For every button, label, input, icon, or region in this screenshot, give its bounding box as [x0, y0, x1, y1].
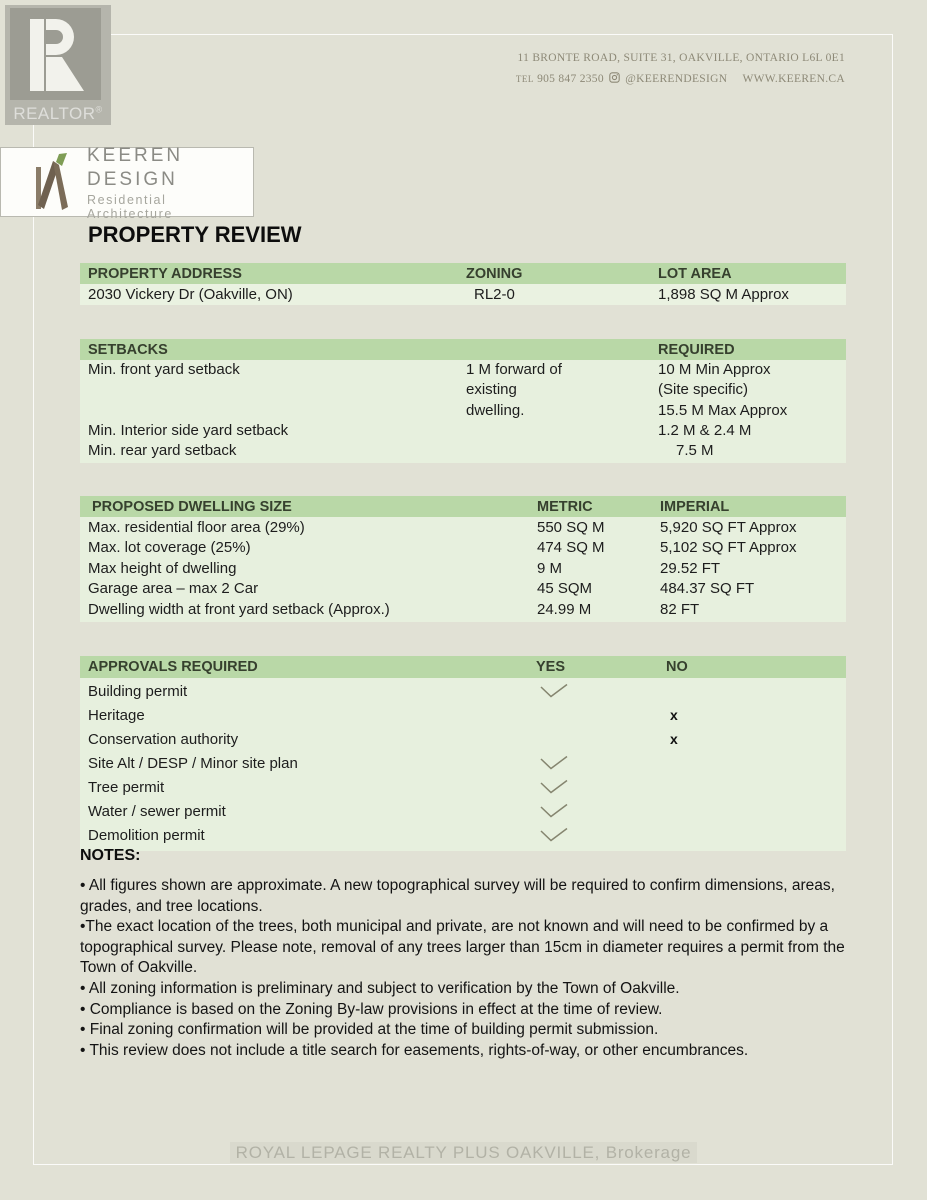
cell-approval-label: Water / sewer permit — [88, 802, 226, 820]
check-mark-icon — [538, 683, 570, 699]
cell-zoning: RL2-0 — [474, 286, 515, 303]
footer — [0, 1142, 927, 1163]
instagram-icon — [609, 72, 620, 83]
table-row — [80, 558, 846, 579]
table-row — [80, 679, 846, 703]
table-row — [80, 441, 846, 461]
setbacks-table-header — [80, 339, 846, 360]
check-mark-icon — [538, 827, 570, 843]
table-row — [80, 538, 846, 559]
table-row — [80, 703, 846, 727]
registered-mark: ® — [95, 104, 103, 115]
cell-dwelling-label: Garage area – max 2 Car — [88, 580, 259, 598]
check-mark-icon — [538, 803, 570, 819]
cell-imperial-value: 82 FT — [660, 600, 700, 618]
cell-setback-label: Min. rear yard setback — [88, 442, 237, 460]
cell-dwelling-label: Max. lot coverage (25%) — [88, 539, 251, 557]
table-row — [80, 775, 846, 799]
cell-approval-label: Building permit — [88, 682, 188, 700]
column-header: YES — [536, 659, 566, 675]
column-header: SETBACKS — [88, 341, 168, 358]
note-bullet: • Final zoning confirmation will be provided at the time of building permit submission. — [80, 1021, 659, 1039]
column-header: METRIC — [537, 498, 593, 515]
keeren-tagline: Residential Architecture — [87, 192, 173, 221]
column-header: NO — [666, 659, 688, 675]
approvals-table — [80, 656, 846, 851]
cell-setback-label: Min. Interior side yard setback — [88, 421, 289, 439]
check-mark-icon — [538, 755, 570, 771]
table-row — [80, 599, 846, 620]
contact-address: 11 BRONTE ROAD, SUITE 31, OAKVILLE, ONTARIO L6L 0E1 — [517, 52, 845, 64]
table-row — [80, 751, 846, 775]
note-bullet: • This review does not include a title search for easements, rights-of-way, or other encumbrances. — [80, 1041, 749, 1059]
cell-metric-value: 45 SQM — [537, 580, 593, 598]
realtor-r-block — [10, 8, 101, 100]
letterhead-contact — [516, 48, 845, 90]
tel-number: 905 847 2350 — [537, 73, 604, 85]
column-header: ZONING — [466, 265, 523, 282]
column-header: APPROVALS REQUIRED — [88, 659, 258, 675]
cell-metric-value: 9 M — [537, 559, 563, 577]
page-title: PROPERTY REVIEW — [88, 222, 302, 247]
property-table-body — [80, 284, 846, 305]
cell-imperial-value: 29.52 FT — [660, 559, 721, 577]
cell-approval-label: Conservation authority — [88, 730, 239, 748]
cell-yes-mark — [536, 803, 666, 819]
realtor-r-icon — [22, 17, 88, 93]
note-bullet: • All figures shown are approximate. A new topographical survey will be required to confirm dimensions, areas, grades, and tree locations. — [80, 877, 835, 915]
cell-imperial-value: 5,102 SQ FT Approx — [660, 539, 797, 557]
cell-setback-required: 7.5 M — [676, 442, 714, 460]
table-row — [80, 727, 846, 751]
cell-approval-label: Site Alt / DESP / Minor site plan — [88, 754, 298, 772]
brokerage-name: ROYAL LEPAGE REALTY PLUS OAKVILLE, Brokerage — [230, 1142, 698, 1163]
cell-dwelling-label: Max. residential floor area (29%) — [88, 518, 305, 536]
cell-dwelling-label: Dwelling width at front yard setback (Approx.) — [88, 600, 390, 618]
cell-no-mark: x — [670, 707, 678, 723]
column-header: PROPOSED DWELLING SIZE — [92, 498, 292, 515]
check-mark-icon — [538, 779, 570, 795]
column-header: LOT AREA — [658, 265, 732, 282]
column-header: REQUIRED — [658, 341, 735, 358]
dwelling-size-table — [80, 496, 846, 622]
setbacks-table — [80, 339, 846, 463]
realtor-wordmark: REALTOR® — [13, 104, 103, 123]
keeren-k-icon — [29, 153, 73, 211]
cell-setback-note: 1 M forward of existing dwelling. — [466, 361, 562, 419]
column-header: PROPERTY ADDRESS — [88, 265, 242, 282]
table-row — [80, 799, 846, 823]
setbacks-table-body — [80, 360, 846, 463]
cell-address: 2030 Vickery Dr (Oakville, ON) — [88, 286, 293, 303]
note-bullet: •The exact location of the trees, both municipal and private, are not known and will need to be confirmed by a topographical survey. Please note, removal of any trees larger than 15cm in diameter requires a permit from the Town of Oakville. — [80, 918, 845, 977]
dwelling-table-header — [80, 496, 846, 517]
cell-yes-mark — [536, 683, 666, 699]
cell-approval-label: Demolition permit — [88, 826, 205, 844]
approvals-table-header — [80, 656, 846, 678]
cell-approval-label: Tree permit — [88, 778, 165, 796]
note-bullet: • All zoning information is preliminary and subject to verification by the Town of Oakville. — [80, 979, 680, 997]
table-row — [80, 579, 846, 600]
notes-heading: NOTES: — [80, 847, 141, 864]
table-row — [80, 360, 846, 421]
note-bullet: • Compliance is based on the Zoning By-law provisions in effect at the time of review. — [80, 1000, 663, 1018]
cell-yes-mark — [536, 779, 666, 795]
cell-setback-required: 1.2 M & 2.4 M — [658, 421, 752, 439]
table-row — [80, 517, 846, 538]
approvals-table-body — [80, 678, 846, 851]
dwelling-table-body — [80, 517, 846, 622]
cell-imperial-value: 5,920 SQ FT Approx — [660, 518, 797, 536]
table-row — [80, 421, 846, 441]
notes-list — [80, 876, 866, 1061]
column-header: IMPERIAL — [660, 498, 730, 515]
property-table — [80, 263, 846, 305]
cell-metric-value: 24.99 M — [537, 600, 592, 618]
property-table-header — [80, 263, 846, 284]
cell-lot-area: 1,898 SQ M Approx — [658, 286, 789, 303]
table-row — [80, 823, 846, 847]
tel-label: TEL — [515, 74, 534, 84]
cell-dwelling-label: Max height of dwelling — [88, 559, 237, 577]
cell-yes-mark — [536, 827, 666, 843]
keeren-wordmark — [87, 144, 253, 221]
cell-metric-value: 474 SQ M — [537, 539, 605, 557]
cell-yes-mark — [536, 755, 666, 771]
realtor-logo — [5, 5, 111, 125]
table-row — [80, 284, 846, 305]
contact-line2 — [516, 69, 845, 90]
cell-no-mark: x — [670, 731, 678, 747]
cell-approval-label: Heritage — [88, 706, 145, 724]
keeren-name: KEEREN DESIGN — [87, 144, 184, 190]
cell-setback-label: Min. front yard setback — [88, 361, 240, 378]
keeren-logo — [0, 144, 254, 221]
cell-metric-value: 550 SQ M — [537, 518, 605, 536]
cell-setback-required: 10 M Min Approx (Site specific) 15.5 M Max Approx — [658, 361, 788, 419]
cell-imperial-value: 484.37 SQ FT — [660, 580, 755, 598]
website-url: WWW.KEEREN.CA — [742, 73, 845, 85]
instagram-handle: @KEERENDESIGN — [625, 73, 728, 85]
